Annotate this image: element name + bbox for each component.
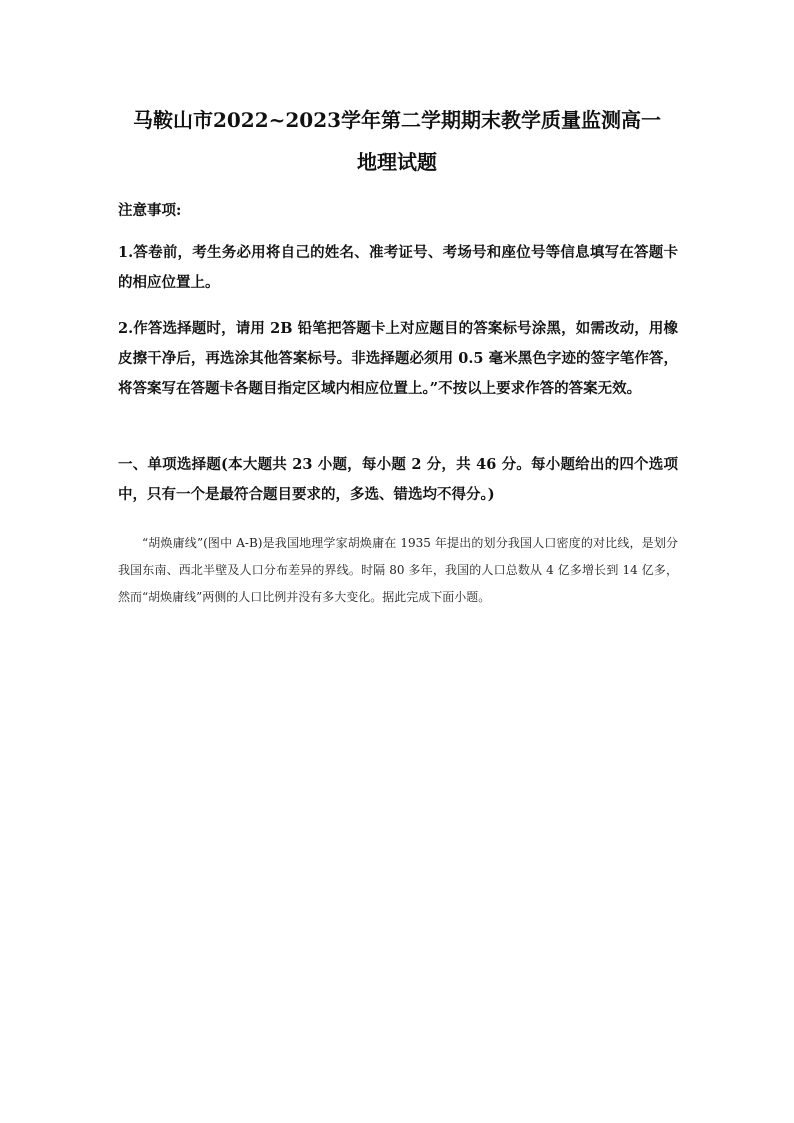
document-subtitle: 地理试题	[357, 150, 437, 174]
question-passage: “胡焕庸线”(图中 A-B)是我国地理学家胡焕庸在 1935 年提出的划分我国人口密度的对比线，是划分我国东南、西北半壁及人口分布差异的界线。时隔 80 多年，我国的人口总数从 4 亿多增长到 14 亿多，然而“胡焕庸线”两侧的人口比例并没有多大变化。据此完成下面小题。	[118, 536, 678, 604]
notice-item-1: 1.答卷前，考生务必用将自己的姓名、准考证号、考场号和座位号等信息填写在答题卡的相应位置上。	[118, 244, 678, 291]
notice-heading: 注意事项:	[118, 202, 182, 219]
document-title: 马鞍山市2022~2023学年第二学期期末教学质量监测高一	[132, 108, 662, 132]
section-heading: 一、单项选择题(本大题共 23 小题，每小题 2 分，共 46 分。每小题给出的四个选项中，只有一个是最符合题目要求的，多选、错选均不得分。)	[118, 456, 678, 503]
notice-item-2: 2.作答选择题时，请用 2B 铅笔把答题卡上对应题目的答案标号涂黑，如需改动，用橡皮擦干净后，再选涂其他答案标号。非选择题必须用 0.5 毫米黑色字迹的签字笔作答，将答案写在答题卡各题目指定区域内相应位置上。”不按以上要求作答的答案无效。	[118, 320, 678, 397]
